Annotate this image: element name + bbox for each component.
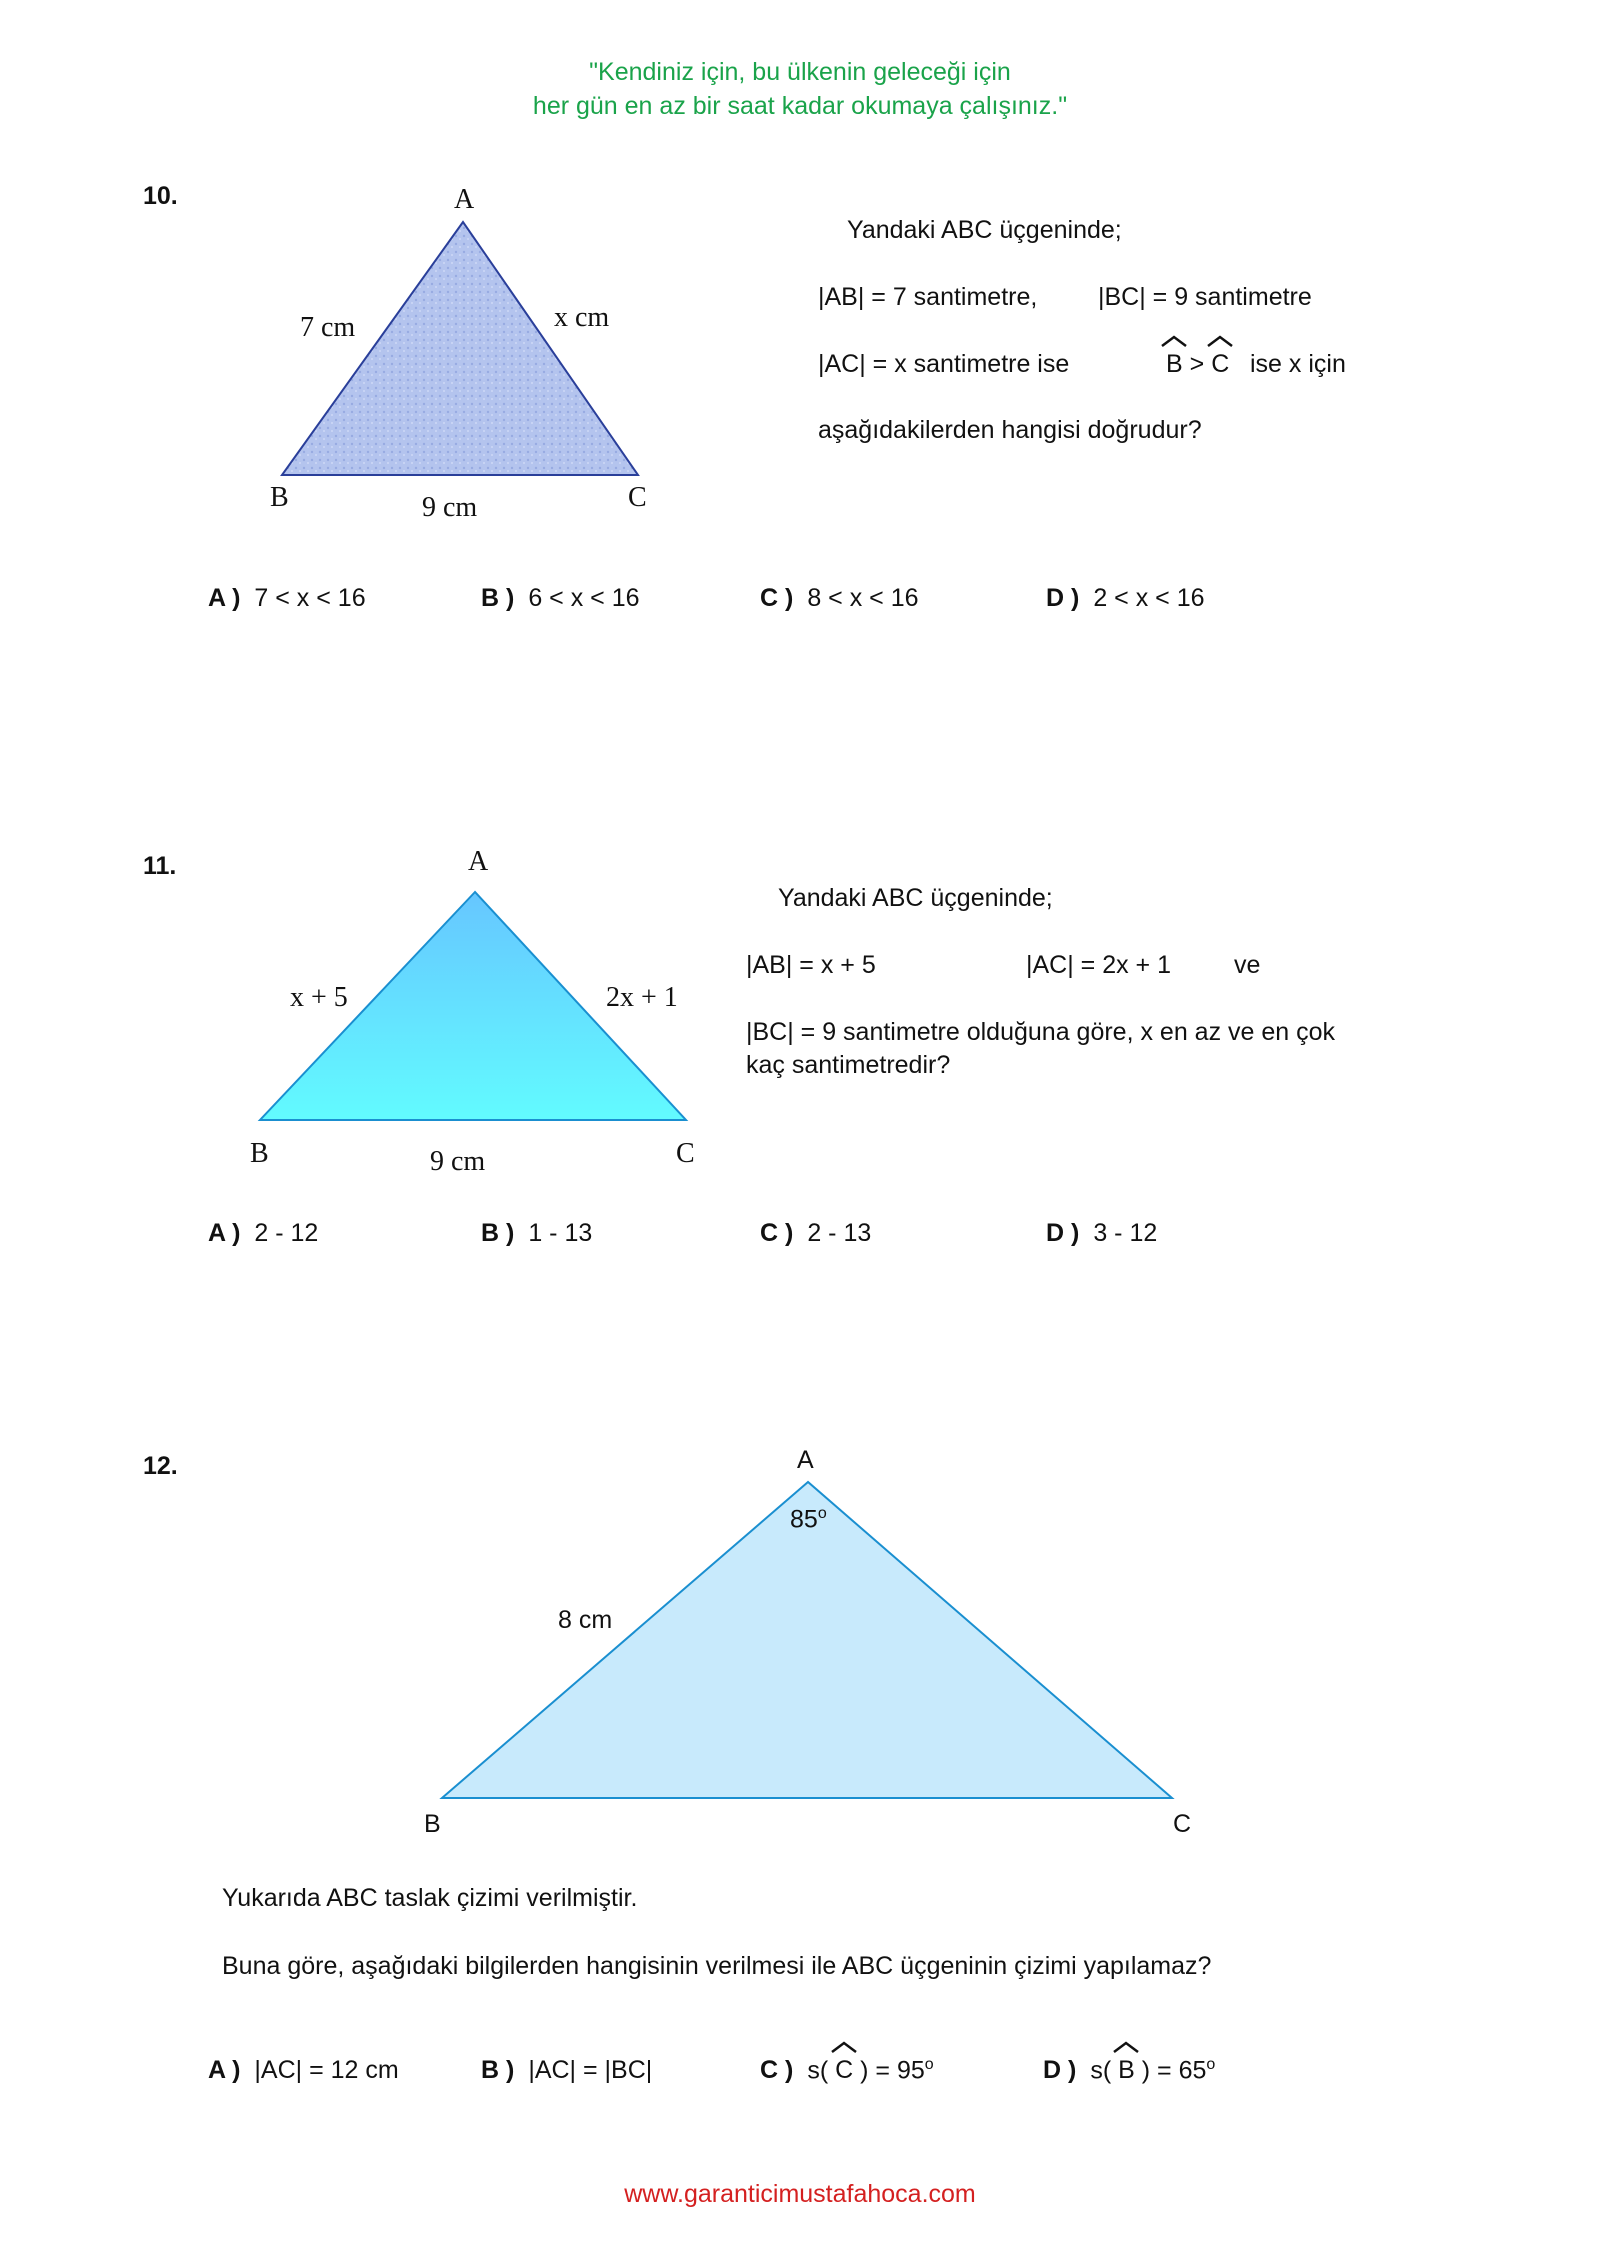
q11-vertex-C: C: [676, 1138, 695, 1169]
q11-text-BC: |BC| = 9 santimetre olduğuna göre, x en az ve en çok: [746, 1018, 1336, 1046]
q10-text-AB: |AB| = 7 santimetre,: [818, 283, 1038, 311]
q10-side-BC-label: 9 cm: [422, 492, 478, 523]
q11-option-b[interactable]: B ) 1 - 13: [481, 1219, 593, 1247]
question-10-number: 10.: [143, 182, 178, 210]
q11-option-c[interactable]: C ) 2 - 13: [760, 1219, 872, 1247]
q11-side-BC-label: 9 cm: [430, 1146, 486, 1177]
q12-option-c[interactable]: C ) s( C ) = $95^o$: [760, 2056, 934, 2085]
question-12-number: 12.: [143, 1452, 178, 1480]
q10-vertex-B: B: [270, 482, 289, 513]
question-11-number: 11.: [143, 852, 177, 880]
q10-text-for-x: ise x için: [1250, 350, 1346, 378]
q12-option-d[interactable]: D ) s( B ) = $65^o$: [1043, 2056, 1215, 2085]
q10-text-line-1: Yandaki ABC üçgeninde;: [847, 216, 1122, 244]
quote-line-2: her gün en az bir saat kadar okumaya çalışınız.": [532, 92, 1068, 120]
q10-triangle-figure: [270, 210, 650, 490]
q11-text-and: ve: [1234, 951, 1261, 979]
q12-option-b[interactable]: B ) |AC| = |BC|: [481, 2056, 653, 2084]
q10-vertex-C: C: [628, 482, 647, 513]
q10-option-d[interactable]: D ) 2 < x < 16: [1046, 584, 1205, 612]
footer-url[interactable]: www.garanticimustafahoca.com: [624, 2180, 976, 2208]
q11-text-question: kaç santimetredir?: [746, 1051, 951, 1079]
q10-side-AB-label: 7 cm: [300, 312, 356, 343]
q12-option-a[interactable]: A ) |AC| = 12 cm: [208, 2056, 399, 2084]
q10-text-AC: |AC| = x santimetre ise: [818, 350, 1070, 378]
q11-text-AC: |AC| = 2x + 1: [1026, 951, 1172, 979]
q10-side-AC-label: x cm: [554, 302, 610, 333]
q10-option-a[interactable]: A ) 7 < x < 16: [208, 584, 366, 612]
q11-text-line-1: Yandaki ABC üçgeninde;: [778, 884, 1053, 912]
q12-text-question: Buna göre, aşağıdaki bilgilerden hangisinin verilmesi ile ABC üçgeninin çizimi yapılamaz?: [222, 1952, 1212, 1980]
q10-angle-comparison: B > C: [1166, 350, 1229, 379]
q10-text-question: aşağıdakilerden hangisi doğrudur?: [818, 416, 1202, 444]
q11-vertex-A: A: [468, 846, 489, 877]
q11-text-AB: |AB| = x + 5: [746, 951, 876, 979]
q12-angle-A: 85$^o$: [790, 1505, 827, 1534]
q10-option-c[interactable]: C ) 8 < x < 16: [760, 584, 919, 612]
q11-vertex-B: B: [250, 1138, 269, 1169]
q12-side-AB-label: 8 cm: [558, 1606, 613, 1634]
quote-line-1: "Kendiniz için, bu ülkenin geleceği için: [589, 58, 1011, 86]
q11-side-AC-label: 2x + 1: [606, 982, 678, 1013]
q11-side-AB-label: x + 5: [290, 982, 348, 1013]
q12-vertex-C: C: [1173, 1810, 1192, 1838]
q12-vertex-B: B: [424, 1810, 441, 1838]
q10-option-b[interactable]: B ) 6 < x < 16: [481, 584, 640, 612]
q12-text-line-1: Yukarıda ABC taslak çizimi verilmiştir.: [222, 1884, 638, 1912]
q10-triangle: [282, 222, 638, 475]
q10-vertex-A: A: [454, 184, 475, 215]
q10-text-BC: |BC| = 9 santimetre: [1098, 283, 1312, 311]
q12-vertex-A: A: [797, 1446, 814, 1474]
q11-option-d[interactable]: D ) 3 - 12: [1046, 1219, 1158, 1247]
q11-option-a[interactable]: A ) 2 - 12: [208, 1219, 319, 1247]
